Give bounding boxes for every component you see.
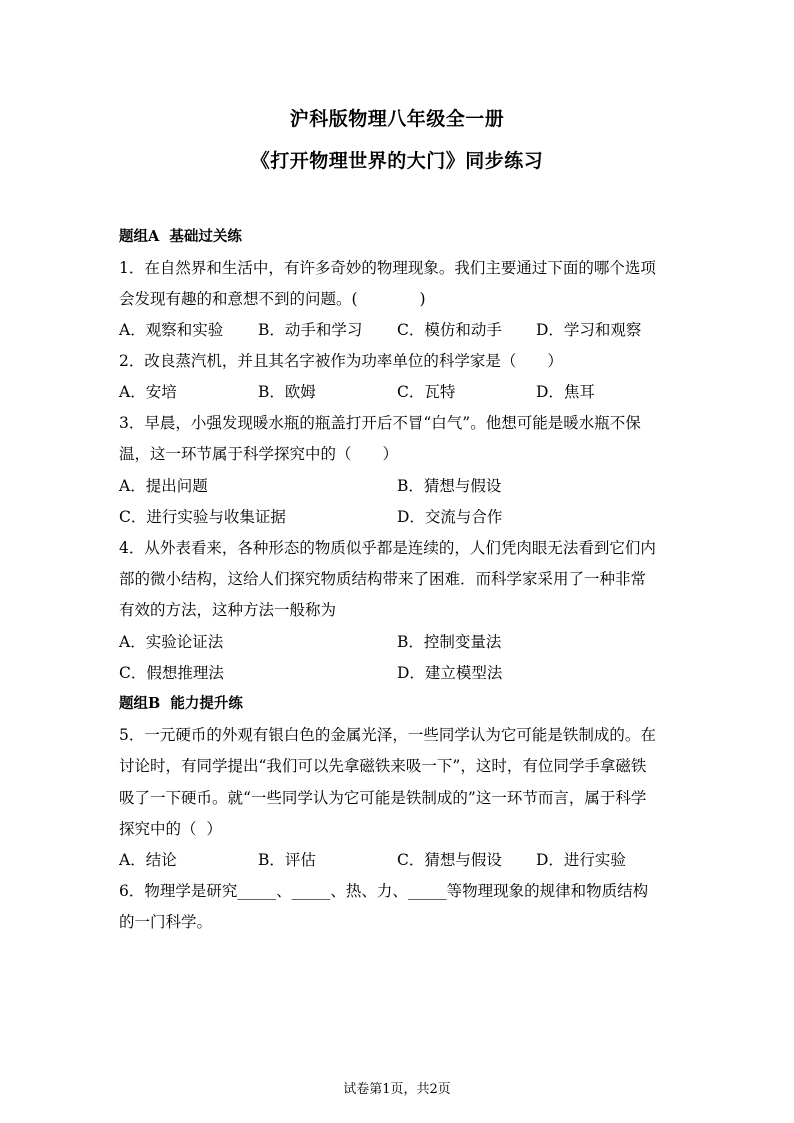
q3-option-a: A．提出问题 [119, 477, 208, 495]
q1-option-c: C．模仿和动手 [397, 321, 502, 339]
question-3-text-cont: 温，这一环节属于科学探究中的（ ） [119, 445, 399, 463]
q5-option-a: A．结论 [119, 851, 177, 869]
page-subtitle: 《打开物理世界的大门》同步练习 [250, 150, 544, 172]
q2-option-a: A．安培 [119, 383, 177, 401]
question-4-text-cont-2: 有效的方法，这种方法一般称为 [119, 601, 337, 619]
question-4-text: 4．从外表看来，各种形态的物质似乎都是连续的，人们凭肉眼无法看到它们内 [119, 539, 656, 557]
question-5-text-cont-3: 探究中的（ ） [119, 820, 222, 838]
question-5-text-cont: 讨论时，有同学提出“我们可以先拿磁铁来吸一下”，这时，有位同学手拿磁铁 [119, 757, 647, 775]
q5-option-b: B．评估 [258, 851, 316, 869]
question-1-text: 1．在自然界和生活中，有许多奇妙的物理现象。我们主要通过下面的哪个选项 [119, 259, 656, 277]
q3-option-b: B．猜想与假设 [397, 477, 502, 495]
q1-option-a: A．观察和实验 [119, 321, 224, 339]
question-6-text-cont: 的一门科学。 [119, 913, 213, 931]
q4-option-a: A．实验论证法 [119, 633, 224, 651]
section-b-heading: 题组B 能力提升练 [119, 695, 243, 712]
q1-option-b: B．动手和学习 [258, 321, 363, 339]
q4-option-b: B．控制变量法 [397, 633, 502, 651]
section-a-heading: 题组A 基础过关练 [119, 228, 242, 245]
q2-option-c: C．瓦特 [397, 383, 456, 401]
q5-option-c: C．猜想与假设 [397, 851, 502, 869]
q2-option-b: B．欧姆 [258, 383, 316, 401]
q5-option-d: D．进行实验 [536, 851, 626, 869]
q1-option-d: D．学习和观察 [536, 321, 642, 339]
question-5-text-cont-2: 吸了一下硬币。就“一些同学认为它可能是铁制成的”这一环节而言，属于科学 [119, 789, 647, 807]
q2-option-d: D．焦耳 [536, 383, 595, 401]
q3-option-c: C．进行实验与收集证据 [119, 508, 286, 526]
question-5-text: 5．一元硬币的外观有银白色的金属光泽，一些同学认为它可能是铁制成的。在 [119, 726, 656, 744]
question-1-text-cont: 会发现有趣的和意想不到的问题。( ) [119, 290, 426, 308]
q3-option-d: D．交流与合作 [397, 508, 503, 526]
page-footer: 试卷第1页，共2页 [343, 1082, 451, 1097]
question-3-text: 3．早晨，小强发现暖水瓶的瓶盖打开后不冒“白气”。他想可能是暖水瓶不保 [119, 414, 641, 432]
q4-option-c: C．假想推理法 [119, 664, 224, 682]
question-6-text: 6．物理学是研究_____、_____、热、力、_____等物理现象的规律和物质结构 [119, 882, 649, 900]
page-title: 沪科版物理八年级全一册 [289, 108, 505, 130]
question-4-text-cont: 部的微小结构，这给人们探究物质结构带来了困难．而科学家采用了一种非常 [119, 570, 647, 588]
q4-option-d: D．建立模型法 [397, 664, 503, 682]
question-2-text: 2．改良蒸汽机，并且其名字被作为功率单位的科学家是（ ） [119, 352, 563, 370]
